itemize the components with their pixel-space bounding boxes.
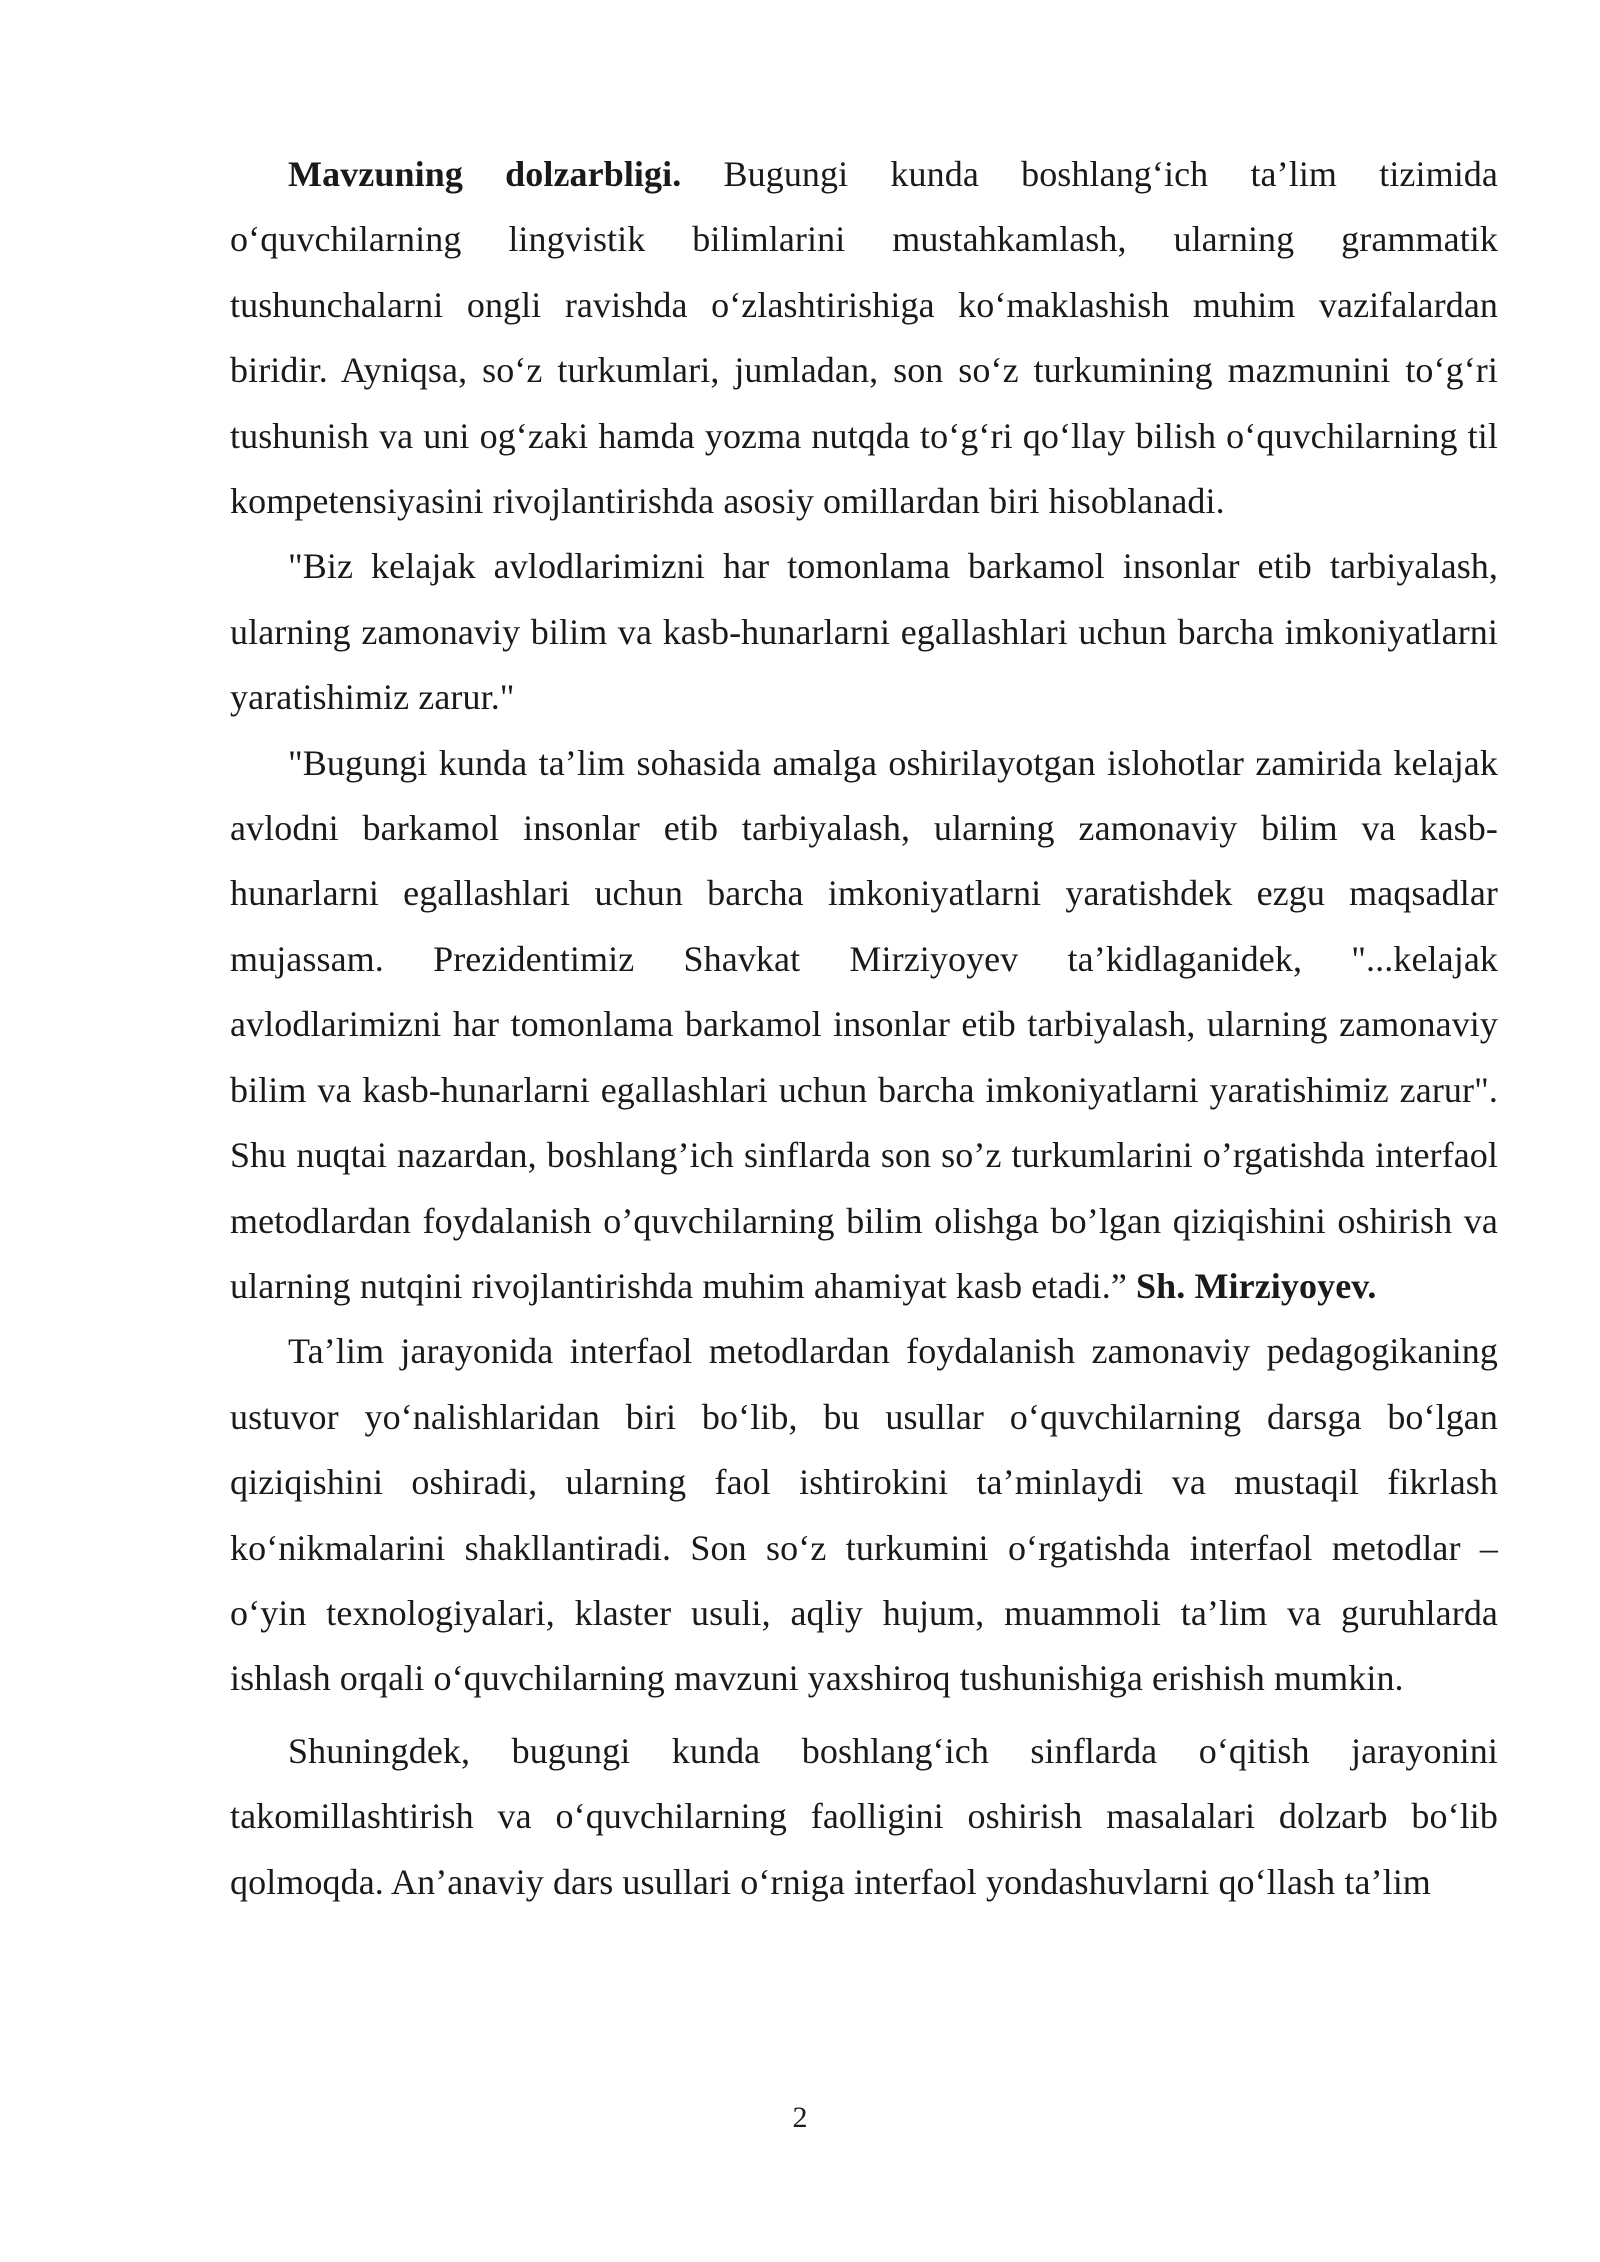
paragraph-text: "Bugungi kunda ta’lim sohasida amalga oshirilayotgan islohotlar zamirida kelajak avlodni barkamol insonlar etib tarbiyalash, ularning zamonaviy bilim va kasb-hunarlarni egallashlari uchun barcha imkoniyatlarni yaratishdek ezgu maqsadlar mujassam. Prezidentimiz Shavkat Mirziyoyev ta’kidlaganidek, "...kelajak avlodlarimizni har tomonlama barkamol insonlar etib tarbiyalash, ularning zamonaviy bilim va kasb-hunarlarni egallashlari uchun barcha imkoniyatlarni yaratishimiz zarur". Shu nuqtai nazardan, boshlang’ich sinflarda son so’z turkumlarini o’rgatishda interfaol metodlardan foydalanish o’quvchilarning bilim olishga bo’lgan qiziqishini oshirish va ularning nutqini rivojlantirishda muhim ahamiyat kasb etadi.” — [230, 742, 1498, 1306]
paragraph-also — [230, 1719, 1498, 1915]
paragraph-text: "Biz kelajak avlodlarimizni har tomonlama barkamol insonlar etib tarbiyalash, ularning zamonaviy bilim va kasb-hunarlarni egallashlari uchun barcha imkoniyatlarni yaratishimiz zarur." — [230, 546, 1498, 718]
page-number: 2 — [792, 2101, 808, 2134]
paragraph-text: Ta’lim jarayonida interfaol metodlardan foydalanish zamonaviy pedagogikaning ustuvor yo‘nalishlaridan biri bo‘lib, bu usullar o‘quvchilarning darsga bo‘lgan qiziqishini oshiradi, ularning faol ishtirokini ta’minlaydi va mustaqil fikrlash ko‘nikmalarini shakllantiradi. Son so‘z turkumini o‘rgatishda interfaol metodlar – o‘yin texnologiyalari, klaster usuli, aqliy hujum, muammoli ta’lim va guruhlarda ishlash orqali o‘quvchilarning mavzuni yaxshiroq tushunishiga erishish mumkin. — [230, 1331, 1498, 1699]
paragraph-text: Bugungi kunda boshlang‘ich ta’lim tizimida o‘quvchilarning lingvistik bilimlarini mustahkamlash, ularning grammatik tushunchalarni ongli ravishda o‘zlashtirishiga ko‘maklashish muhim vazifalardan biridir. Ayniqsa, so‘z turkumlari, jumladan, son so‘z turkumining mazmunini to‘g‘ri tushunish va uni og‘zaki hamda yozma nutqda to‘g‘ri qo‘llay bilish o‘quvchilarning til kompetensiyasini rivojlantirishda asosiy omillardan biri hisoblanadi. — [230, 154, 1498, 522]
quote-author: Sh. Mirziyoyev. — [1136, 1265, 1377, 1306]
document-page — [230, 142, 1498, 1915]
paragraph-relevance — [230, 142, 1498, 534]
section-heading: Mavzuning dolzarbligi. — [288, 154, 682, 194]
paragraph-text: Shuningdek, bugungi kunda boshlang‘ich sinflarda o‘qitish jarayonini takomillashtirish va o‘quvchilarning faolligini oshirish masalalari dolzarb bo‘lib qolmoqda. An’anaviy dars usullari o‘rniga interfaol yondashuvlarni qo‘llash ta’lim — [230, 1730, 1498, 1902]
paragraph-quote — [230, 534, 1498, 730]
paragraph-interactive-methods — [230, 1319, 1498, 1711]
paragraph-president-quote — [230, 731, 1498, 1320]
